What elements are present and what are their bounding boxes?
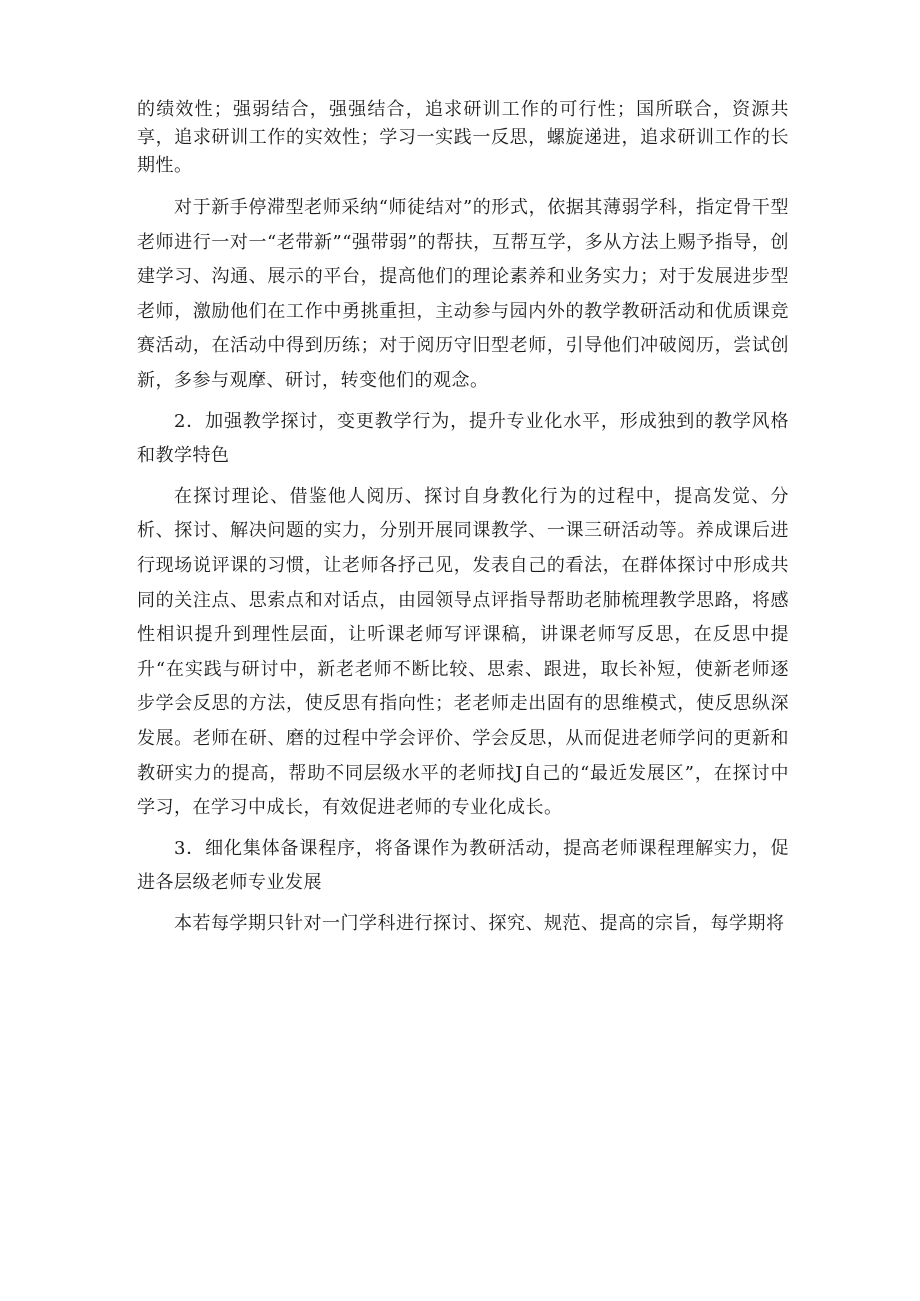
section-heading-2: 2．加强教学探讨，变更教学行为，提升专业化水平，形成独到的教学风格和教学特色 (137, 410, 789, 467)
paragraph-teacher-mentoring: 对于新手停滞型老师采纳“师徒结对”的形式，依据其薄弱学科，指定骨干型老师进行一对一“老带新”“强带弱”的帮扶，互帮互学，多从方法上赐予指导，创建学习、沟通、展示的平台，提高他们的理论素养和业务实力；对于发展进步型老师，激励他们在工作中勇挑重担，主动参与园内外的教学教研活动和优质课竞赛活动，在活动中得到历练；对于阅历守旧型老师，引导他们冲破阅历，尝试创新，多参与观摩、研讨，转变他们的观念。 (137, 197, 789, 391)
section-heading-3: 3．细化集体备课程序，将备课作为教研活动，提高老师课程理解实力，促进各层级老师专业发展 (137, 837, 789, 894)
paragraph-research-principles: 的绩效性；强弱结合，强强结合，追求研训工作的可行性；国所联合，资源共享，追求研训工作的实效性；学习一实践一反思，螺旋递进，追求研训工作的长期性。 (137, 99, 789, 176)
paragraph-teaching-research: 在探讨理论、借鉴他人阅历、探讨自身教化行为的过程中，提高发觉、分析、探讨、解决问题的实力，分别开展同课教学、一课三研活动等。养成课后进行现场说评课的习惯，让老师各抒己见，发表自己的看法，在群体探讨中形成共同的关注点、思索点和对话点，由园领导点评指导帮助老肺梳理教学思路，将感性相识提升到理性层面，让听课老师写评课稿，讲课老师写反思，在反思中提升“在实践与研讨中，新老老师不断比较、思索、跟进，取长补短，使新老师逐步学会反思的方法，使反思有指向性；老老师走出固有的思维模式，使反思纵深发展。老师在研、磨的过程中学会评价、学会反思，从而促进老师学问的更新和教研实力的提高，帮助不同层级水平的老师找J自己的“最近发展区”，在探讨中学习，在学习中成长，有效促进老师的专业化成长。 (137, 485, 789, 819)
paragraph-collective-lesson-prep: 本若每学期只针对一门学科进行探讨、探究、规范、提高的宗旨，每学期将 (174, 912, 785, 934)
document-body (137, 96, 789, 941)
